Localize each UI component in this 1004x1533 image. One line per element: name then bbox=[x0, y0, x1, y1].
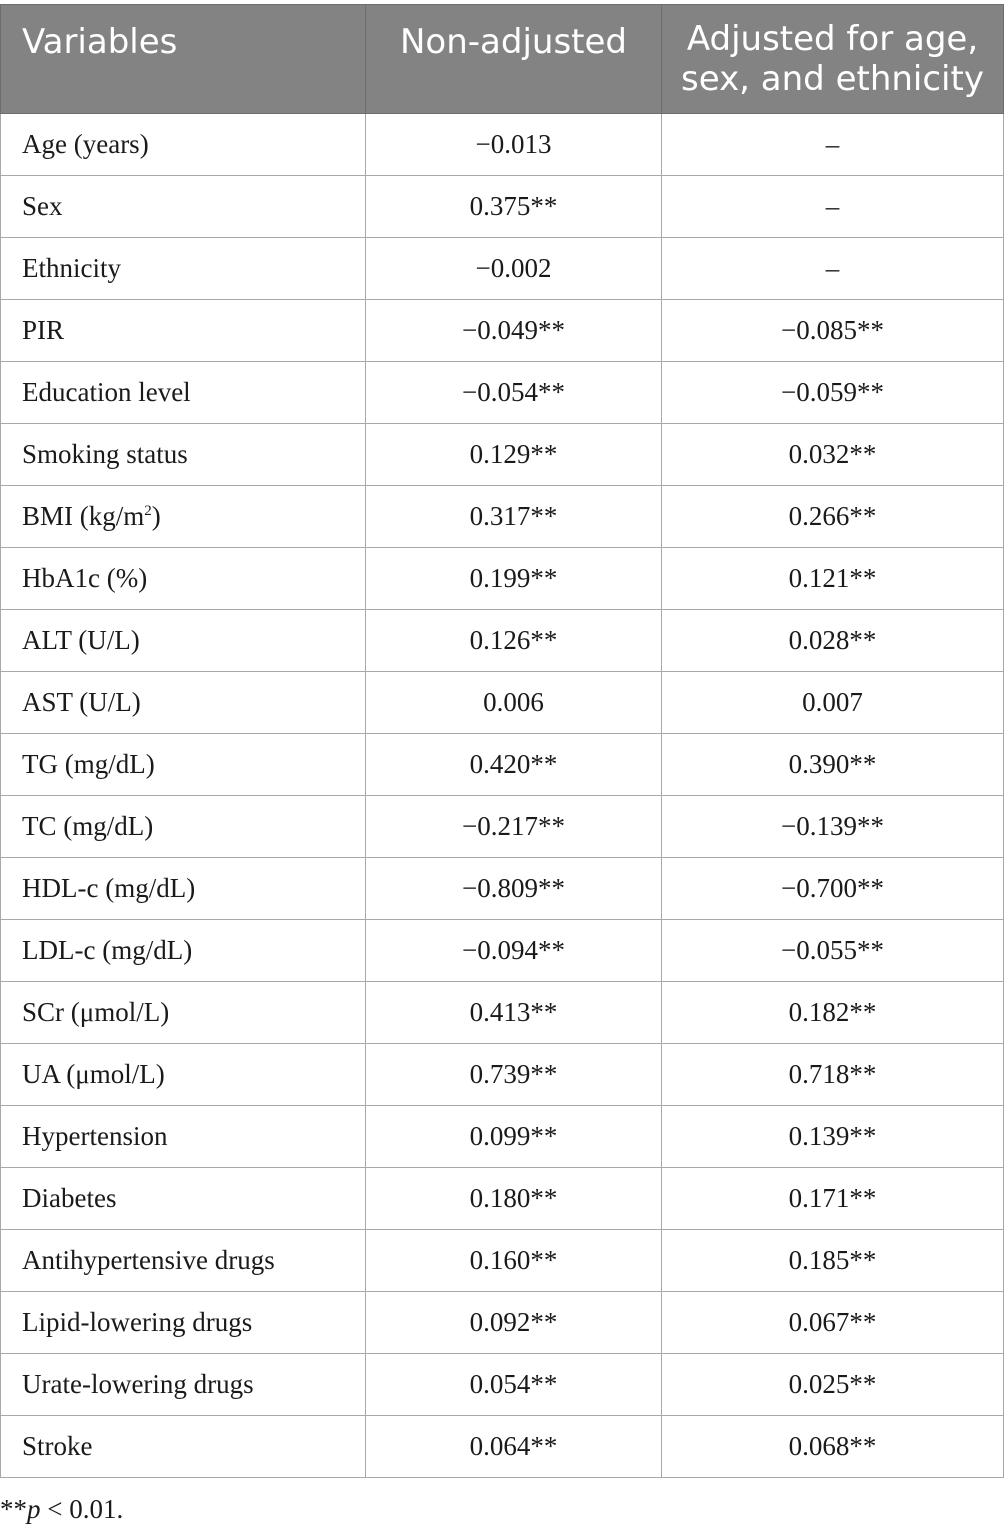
table-row bbox=[1, 1044, 1004, 1106]
cell-variable bbox=[1, 1168, 366, 1230]
variable-label: Stroke bbox=[22, 1431, 93, 1461]
cell-variable bbox=[1, 548, 366, 610]
table-row bbox=[1, 300, 1004, 362]
variable-superscript: 2 bbox=[144, 503, 152, 519]
footnote-text: < 0.01. bbox=[40, 1494, 124, 1524]
cell-variable bbox=[1, 1354, 366, 1416]
table-row bbox=[1, 548, 1004, 610]
variable-label: Ethnicity bbox=[22, 253, 121, 283]
cell-non-adjusted: 0.317** bbox=[366, 486, 662, 548]
cell-non-adjusted: 0.129** bbox=[366, 424, 662, 486]
variable-label: BMI (kg/m bbox=[22, 501, 145, 531]
cell-variable bbox=[1, 672, 366, 734]
cell-non-adjusted: 0.420** bbox=[366, 734, 662, 796]
cell-variable bbox=[1, 362, 366, 424]
table-row bbox=[1, 1230, 1004, 1292]
cell-non-adjusted: 0.180** bbox=[366, 1168, 662, 1230]
cell-variable bbox=[1, 982, 366, 1044]
cell-variable bbox=[1, 734, 366, 796]
cell-adjusted: 0.182** bbox=[662, 982, 1004, 1044]
variable-label: AST (U/L) bbox=[22, 687, 141, 717]
variable-label: Lipid-lowering drugs bbox=[22, 1307, 253, 1337]
cell-adjusted: 0.007 bbox=[662, 672, 1004, 734]
cell-variable bbox=[1, 796, 366, 858]
variable-label: Sex bbox=[22, 191, 63, 221]
variable-label-tail: ) bbox=[151, 501, 161, 531]
variable-label: UA (μmol/L) bbox=[22, 1059, 165, 1089]
cell-non-adjusted: 0.413** bbox=[366, 982, 662, 1044]
cell-non-adjusted: 0.375** bbox=[366, 176, 662, 238]
table-row bbox=[1, 1292, 1004, 1354]
variable-label: Hypertension bbox=[22, 1121, 168, 1151]
table-row bbox=[1, 672, 1004, 734]
cell-non-adjusted: 0.739** bbox=[366, 1044, 662, 1106]
table-row bbox=[1, 858, 1004, 920]
cell-non-adjusted: −0.049** bbox=[366, 300, 662, 362]
variable-label: Smoking status bbox=[22, 439, 188, 469]
cell-non-adjusted: −0.809** bbox=[366, 858, 662, 920]
cell-adjusted: 0.025** bbox=[662, 1354, 1004, 1416]
table-row bbox=[1, 982, 1004, 1044]
cell-adjusted: 0.390** bbox=[662, 734, 1004, 796]
table-row bbox=[1, 238, 1004, 300]
cell-adjusted: 0.068** bbox=[662, 1416, 1004, 1478]
table-row bbox=[1, 362, 1004, 424]
footnote-p: p bbox=[27, 1494, 41, 1524]
variable-label: HDL-c (mg/dL) bbox=[22, 873, 196, 903]
cell-adjusted: 0.067** bbox=[662, 1292, 1004, 1354]
table-row bbox=[1, 176, 1004, 238]
variable-label: TG (mg/dL) bbox=[22, 749, 155, 779]
cell-adjusted: 0.718** bbox=[662, 1044, 1004, 1106]
cell-adjusted: 0.171** bbox=[662, 1168, 1004, 1230]
variable-label: HbA1c (%) bbox=[22, 563, 148, 593]
header-non-adjusted: Non-adjusted bbox=[366, 5, 662, 114]
cell-variable bbox=[1, 300, 366, 362]
variable-label: PIR bbox=[22, 315, 65, 345]
cell-variable bbox=[1, 920, 366, 982]
header-row bbox=[1, 5, 1004, 114]
cell-variable bbox=[1, 1416, 366, 1478]
header-adjusted-line2: sex, and ethnicity bbox=[681, 59, 984, 99]
results-table bbox=[0, 4, 1004, 1478]
cell-variable bbox=[1, 858, 366, 920]
header-adjusted-line1: Adjusted for age, bbox=[686, 19, 979, 59]
table-row bbox=[1, 1168, 1004, 1230]
cell-adjusted: – bbox=[662, 176, 1004, 238]
cell-variable bbox=[1, 424, 366, 486]
cell-non-adjusted: 0.064** bbox=[366, 1416, 662, 1478]
cell-adjusted: −0.059** bbox=[662, 362, 1004, 424]
table-row bbox=[1, 1416, 1004, 1478]
cell-variable bbox=[1, 486, 366, 548]
header-variables: Variables bbox=[1, 5, 366, 114]
cell-variable bbox=[1, 238, 366, 300]
table-body bbox=[1, 114, 1004, 1478]
footnote-stars: ** bbox=[0, 1494, 27, 1524]
cell-adjusted: 0.028** bbox=[662, 610, 1004, 672]
cell-adjusted: – bbox=[662, 238, 1004, 300]
table-row bbox=[1, 1354, 1004, 1416]
cell-variable bbox=[1, 1106, 366, 1168]
cell-variable bbox=[1, 610, 366, 672]
variable-label: Education level bbox=[22, 377, 191, 407]
variable-label: TC (mg/dL) bbox=[22, 811, 154, 841]
cell-variable bbox=[1, 1292, 366, 1354]
cell-non-adjusted: 0.126** bbox=[366, 610, 662, 672]
table-header bbox=[1, 5, 1004, 114]
cell-variable bbox=[1, 176, 366, 238]
table-row bbox=[1, 424, 1004, 486]
cell-non-adjusted: −0.013 bbox=[366, 114, 662, 176]
cell-adjusted: 0.121** bbox=[662, 548, 1004, 610]
table-row bbox=[1, 920, 1004, 982]
footnote bbox=[0, 1494, 123, 1525]
cell-non-adjusted: 0.160** bbox=[366, 1230, 662, 1292]
variable-label: LDL-c (mg/dL) bbox=[22, 935, 193, 965]
table-row bbox=[1, 734, 1004, 796]
cell-variable bbox=[1, 1044, 366, 1106]
cell-adjusted: −0.700** bbox=[662, 858, 1004, 920]
cell-non-adjusted: 0.099** bbox=[366, 1106, 662, 1168]
variable-label: Age (years) bbox=[22, 129, 149, 159]
cell-non-adjusted: 0.054** bbox=[366, 1354, 662, 1416]
header-adjusted bbox=[662, 5, 1004, 114]
variable-label: SCr (μmol/L) bbox=[22, 997, 170, 1027]
cell-adjusted: −0.139** bbox=[662, 796, 1004, 858]
cell-non-adjusted: −0.217** bbox=[366, 796, 662, 858]
table-row bbox=[1, 1106, 1004, 1168]
cell-non-adjusted: −0.002 bbox=[366, 238, 662, 300]
cell-non-adjusted: 0.199** bbox=[366, 548, 662, 610]
variable-label: Diabetes bbox=[22, 1183, 117, 1213]
table-row bbox=[1, 796, 1004, 858]
cell-adjusted: −0.055** bbox=[662, 920, 1004, 982]
cell-variable bbox=[1, 114, 366, 176]
table-row bbox=[1, 114, 1004, 176]
table-row bbox=[1, 486, 1004, 548]
cell-adjusted: −0.085** bbox=[662, 300, 1004, 362]
cell-adjusted: 0.139** bbox=[662, 1106, 1004, 1168]
cell-non-adjusted: −0.094** bbox=[366, 920, 662, 982]
cell-non-adjusted: 0.006 bbox=[366, 672, 662, 734]
cell-adjusted: 0.266** bbox=[662, 486, 1004, 548]
cell-non-adjusted: −0.054** bbox=[366, 362, 662, 424]
cell-adjusted: – bbox=[662, 114, 1004, 176]
cell-non-adjusted: 0.092** bbox=[366, 1292, 662, 1354]
variable-label: Antihypertensive drugs bbox=[22, 1245, 275, 1275]
cell-variable bbox=[1, 1230, 366, 1292]
variable-label: Urate-lowering drugs bbox=[22, 1369, 254, 1399]
variable-label: ALT (U/L) bbox=[22, 625, 140, 655]
cell-adjusted: 0.032** bbox=[662, 424, 1004, 486]
cell-adjusted: 0.185** bbox=[662, 1230, 1004, 1292]
table-row bbox=[1, 610, 1004, 672]
